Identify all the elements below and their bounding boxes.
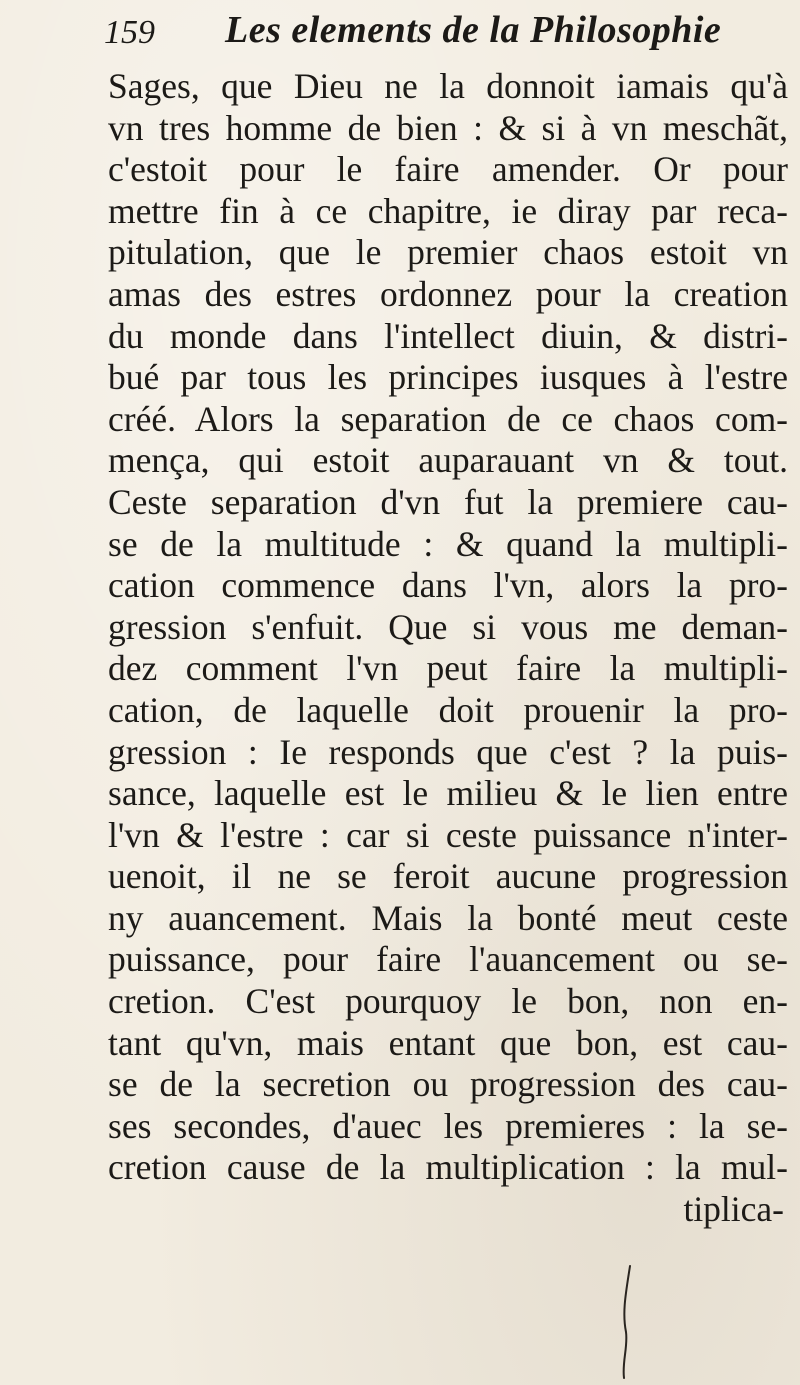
text-line: Sages, que Dieu ne la donnoit iamais qu'à [108, 66, 788, 106]
text-line: sance, laquelle est le milieu & le lien entre [108, 773, 788, 814]
text-line: cretion cause de la multiplication : la mul- [108, 1147, 788, 1188]
running-head [104, 8, 794, 64]
text-line: gression : Ie responds que c'est ? la puis- [108, 731, 788, 772]
ink-stroke-mark [618, 1262, 638, 1382]
text-line: l'vn & l'estre : car si ceste puissance n'inter- [108, 814, 788, 855]
text-line: cation commence dans l'vn, alors la pro- [108, 565, 788, 606]
catchword: tiplica- [683, 1189, 784, 1230]
text-line: dez comment l'vn peut faire la multipli- [108, 648, 788, 689]
text-line: cretion. C'est pourquoy le bon, non en- [108, 981, 788, 1022]
text-line: cation, de laquelle doit prouenir la pro- [108, 689, 788, 730]
text-line: uenoit, il ne se feroit aucune progression [108, 856, 788, 897]
text-line: se de la multitude : & quand la multipli- [108, 523, 788, 564]
text-line: Ceste separation d'vn fut la premiere cau- [108, 481, 788, 522]
text-line: bué par tous les principes iusques à l'estre [108, 357, 788, 398]
text-line: gression s'enfuit. Que si vous me deman- [108, 606, 788, 647]
text-line: mettre fin à ce chapitre, ie diray par reca- [108, 190, 788, 231]
text-line: c'estoit pour le faire amender. Or pour [108, 149, 788, 190]
text-line: du monde dans l'intellect diuin, & distri- [108, 315, 788, 356]
text-line: se de la secretion ou progression des cau- [108, 1064, 788, 1105]
text-line: créé. Alors la separation de ce chaos com- [108, 398, 788, 439]
text-line: pitulation, que le premier chaos estoit vn [108, 232, 788, 273]
body-text [108, 66, 788, 1231]
text-line: vn tres homme de bien : & si à vn meschãt, [108, 107, 788, 148]
text-line: tant qu'vn, mais entant que bon, est cau- [108, 1022, 788, 1063]
text-line: ny auancement. Mais la bonté meut ceste [108, 897, 788, 938]
text-line: ses secondes, d'auec les premieres : la se- [108, 1105, 788, 1146]
page-number: 159 [104, 14, 155, 51]
text-line: amas des estres ordonnez pour la creation [108, 273, 788, 314]
running-title: Les elements de la Philosophie [225, 9, 722, 51]
text-line: puissance, pour faire l'auancement ou se- [108, 939, 788, 980]
text-line: mença, qui estoit auparauant vn & tout. [108, 440, 788, 481]
